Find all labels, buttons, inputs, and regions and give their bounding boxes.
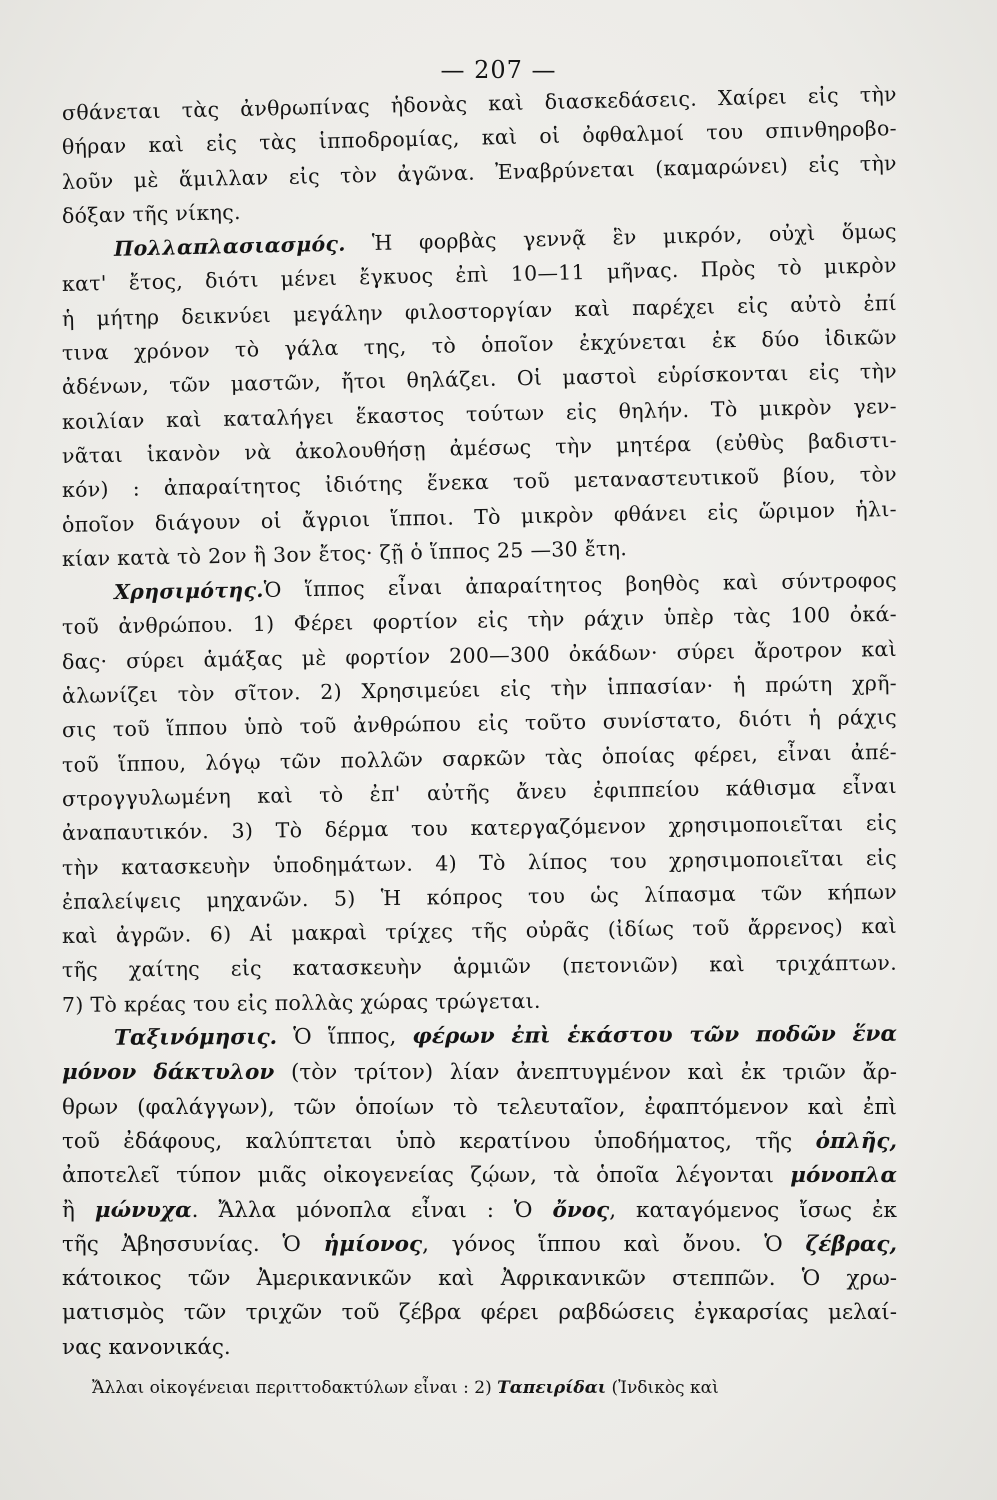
text-run: Ὁ ἵππος εἶναι ἀπαραίτητος βοηθὸς καὶ σύντροφος (263, 568, 898, 602)
text-run: (Ἰνδικὸς καὶ (611, 1377, 719, 1398)
text-run: τοῦ ἐδάφους, καλύπτεται ὑπὸ κερατίνου ὑποδήματος, τῆς (62, 1128, 793, 1154)
text-line: θρων (φαλάγγων), τῶν ὁποίων τὸ τελευταῖον, ἐφαπτόμενον καὶ ἐπὶ (62, 1094, 897, 1120)
text-line: ὁποῖον διάγουν οἱ ἄγριοι ἵπποι. Τὸ μικρὸν φθάνει εἰς ὥριμον ἡλι- (61, 496, 898, 537)
text-line: στρογγυλωμένη καὶ τὸ ἐπ' αὐτῆς ἄνευ ἐφιππείου κάθισμα εἶναι (61, 773, 898, 811)
text-line (62, 1125, 897, 1159)
emphasis-text: ἡμίονος (323, 1231, 423, 1257)
body-text (61, 82, 898, 1405)
text-line (62, 1159, 897, 1193)
text-run: Ἡ φορβὰς γεννᾷ ἓν μικρόν, οὐχὶ ὅμως (371, 219, 898, 256)
emphasis-text: μώνυχα (94, 1197, 192, 1223)
emphasis-text: μόνον δάκτυλον (62, 1060, 275, 1086)
text-line: τοῦ ἀνθρώπου. 1) Φέρει φορτίον εἰς τὴν ράχιν ὑπὲρ τὰς 100 ὀκά- (61, 602, 898, 640)
text-line: κόν) : ἀπαραίτητος ἰδιότης ἕνεκα τοῦ μεταναστευτικοῦ βίου, τὸν (61, 462, 898, 503)
text-line: κάτοικος τῶν Ἀμερικανικῶν καὶ Ἀφρικανικῶν στεππῶν. Ὁ χρω- (62, 1266, 897, 1292)
text-run: , γόνος ἵππου καὶ ὄνου. Ὁ (422, 1231, 783, 1257)
emphasis-text: ὁπλῆς, (815, 1128, 897, 1154)
text-line: κίαν κατὰ τὸ 2ον ἢ 3ον ἔτος· ζῇ ὁ ἵππος 25 —30 ἔτη. (61, 536, 628, 571)
paragraph-classification (62, 1018, 897, 1057)
text-line: σις τοῦ ἵππου ὑπὸ τοῦ ἀνθρώπου εἰς τοῦτο συνίστατο, διότι ἡ ράχις (61, 705, 898, 743)
text-line: θήραν καὶ εἰς τὰς ἱπποδρομίας, καὶ οἱ ὀφθαλμοί του σπινθηροβο- (61, 116, 898, 160)
footnote (62, 1371, 897, 1405)
text-line: κατ' ἔτος, διότι μένει ἔγκυος ἐπὶ 10—11 μῆνας. Πρὸς τὸ μικρὸν (61, 253, 898, 297)
section-heading-classification: Ταξινόμησις. (113, 1024, 278, 1051)
text-line: ἀναπαυτικόν. 3) Τὸ δέρμα του κατεργαζόμενον χρησιμοποιεῖται εἰς (61, 811, 898, 846)
text-run: ἢ (62, 1197, 75, 1223)
text-run: . Ἄλλα μόνοπλα εἶναι : Ὁ (191, 1197, 533, 1223)
text-run: Ὁ ἵππος, (293, 1024, 397, 1050)
text-line: δας· σύρει ἁμάξας μὲ φορτίον 200—300 ὀκάδων· σύρει ἄροτρον καὶ (61, 636, 898, 674)
text-line: δόξαν τῆς νίκης. (61, 199, 242, 228)
text-line: ματισμὸς τῶν τριχῶν τοῦ ζέβρα φέρει ραβδώσεις ἐγκαρσίας μελαί- (62, 1300, 897, 1326)
text-line: νᾶται ἱκανὸν νὰ ἀκολουθήσῃ ἀμέσως τὴν μητέρα (εὐθὺς βαδιστι- (61, 427, 898, 468)
text-run: Ἄλλαι οἰκογένειαι περιττοδακτύλων εἶναι : 2) (92, 1377, 492, 1398)
text-line: καὶ ἀγρῶν. 6) Αἱ μακραὶ τρίχες τῆς οὐρᾶς (ἰδίως τοῦ ἄρρενος) καὶ (61, 913, 898, 949)
text-line: νας κανονικάς. (62, 1334, 231, 1360)
page-number: — 207 — (440, 56, 557, 84)
text-line: ἀδένων, τῶν μαστῶν, ἤτοι θηλάζει. Οἱ μαστοὶ εὑρίσκονται εἰς τὴν (61, 359, 898, 400)
text-run: (τὸν τρίτον) λίαν ἀνεπτυγμένον καὶ ἐκ τριῶν ἄρ- (290, 1060, 897, 1086)
text-line: τὴν κατασκευὴν ὑποδημάτων. 4) Τὸ λίπος του χρησιμοποιεῖται εἰς (61, 845, 898, 880)
emphasis-text: Ταπειρίδαι (497, 1377, 607, 1398)
emphasis-text: μόνοπλα (790, 1163, 897, 1189)
text-run: τῆς Ἀβησσυνίας. Ὁ (62, 1231, 301, 1257)
text-line: ἐπαλείψεις μηχανῶν. 5) Ἡ κόπρος του ὡς λίπασμα τῶν κήπων (61, 879, 898, 914)
text-line: ἁλωνίζει τὸν σῖτον. 2) Χρησιμεύει εἰς τὴν ἱππασίαν· ἡ πρώτη χρῆ- (61, 670, 898, 709)
emphasis-text: ζέβρας, (805, 1231, 897, 1257)
text-line: τινα χρόνον τὸ γάλα της, τὸ ὁποῖον ἐκχύνεται ἐκ δύο ἰδικῶν (61, 325, 898, 366)
text-line (62, 1056, 897, 1090)
text-line: σθάνεται τὰς ἀνθρωπίνας ἡδονὰς καὶ διασκεδάσεις. Χαίρει εἰς τὴν (61, 82, 898, 125)
text-run: , καταγόμενος ἴσως ἐκ (609, 1197, 897, 1223)
section-heading-reproduction: Πολλαπλασιασμός. (113, 231, 346, 262)
text-run: ἀποτελεῖ τύπον μιᾶς οἰκογενείας ζῴων, τὰ ὁποῖα λέγονται (62, 1163, 774, 1189)
emphasis-text: φέρων ἐπὶ ἑκάστου τῶν ποδῶν ἕνα (412, 1021, 898, 1050)
section-heading-utility: Χρησιμότης. (113, 577, 264, 605)
text-line (62, 1194, 897, 1228)
text-line: 7) Τὸ κρέας του εἰς πολλὰς χώρας τρώγεται. (61, 988, 541, 1017)
text-line: λοῦν μὲ ἅμιλλαν εἰς τὸν ἀγῶνα. Ἐναβρύνεται (καμαρώνει) εἰς τὴν (61, 150, 898, 194)
text-line: ἡ μήτηρ δεικνύει μεγάλην φιλοστοργίαν καὶ παρέχει εἰς αὐτὸ ἐπί (61, 290, 898, 331)
text-line: κοιλίαν καὶ καταλήγει ἕκαστος τούτων εἰς θηλήν. Τὸ μικρὸν γεν- (61, 393, 898, 434)
text-line (62, 1228, 897, 1262)
text-line: τοῦ ἵππου, λόγῳ τῶν πολλῶν σαρκῶν τὰς ὁποίας φέρει, εἶναι ἀπέ- (61, 739, 898, 777)
emphasis-text: ὄνος (552, 1197, 610, 1223)
text-line: τῆς χαίτης εἰς κατασκευὴν ἁρμιῶν (πετονιῶν) καὶ τριχάπτων. (61, 951, 898, 983)
